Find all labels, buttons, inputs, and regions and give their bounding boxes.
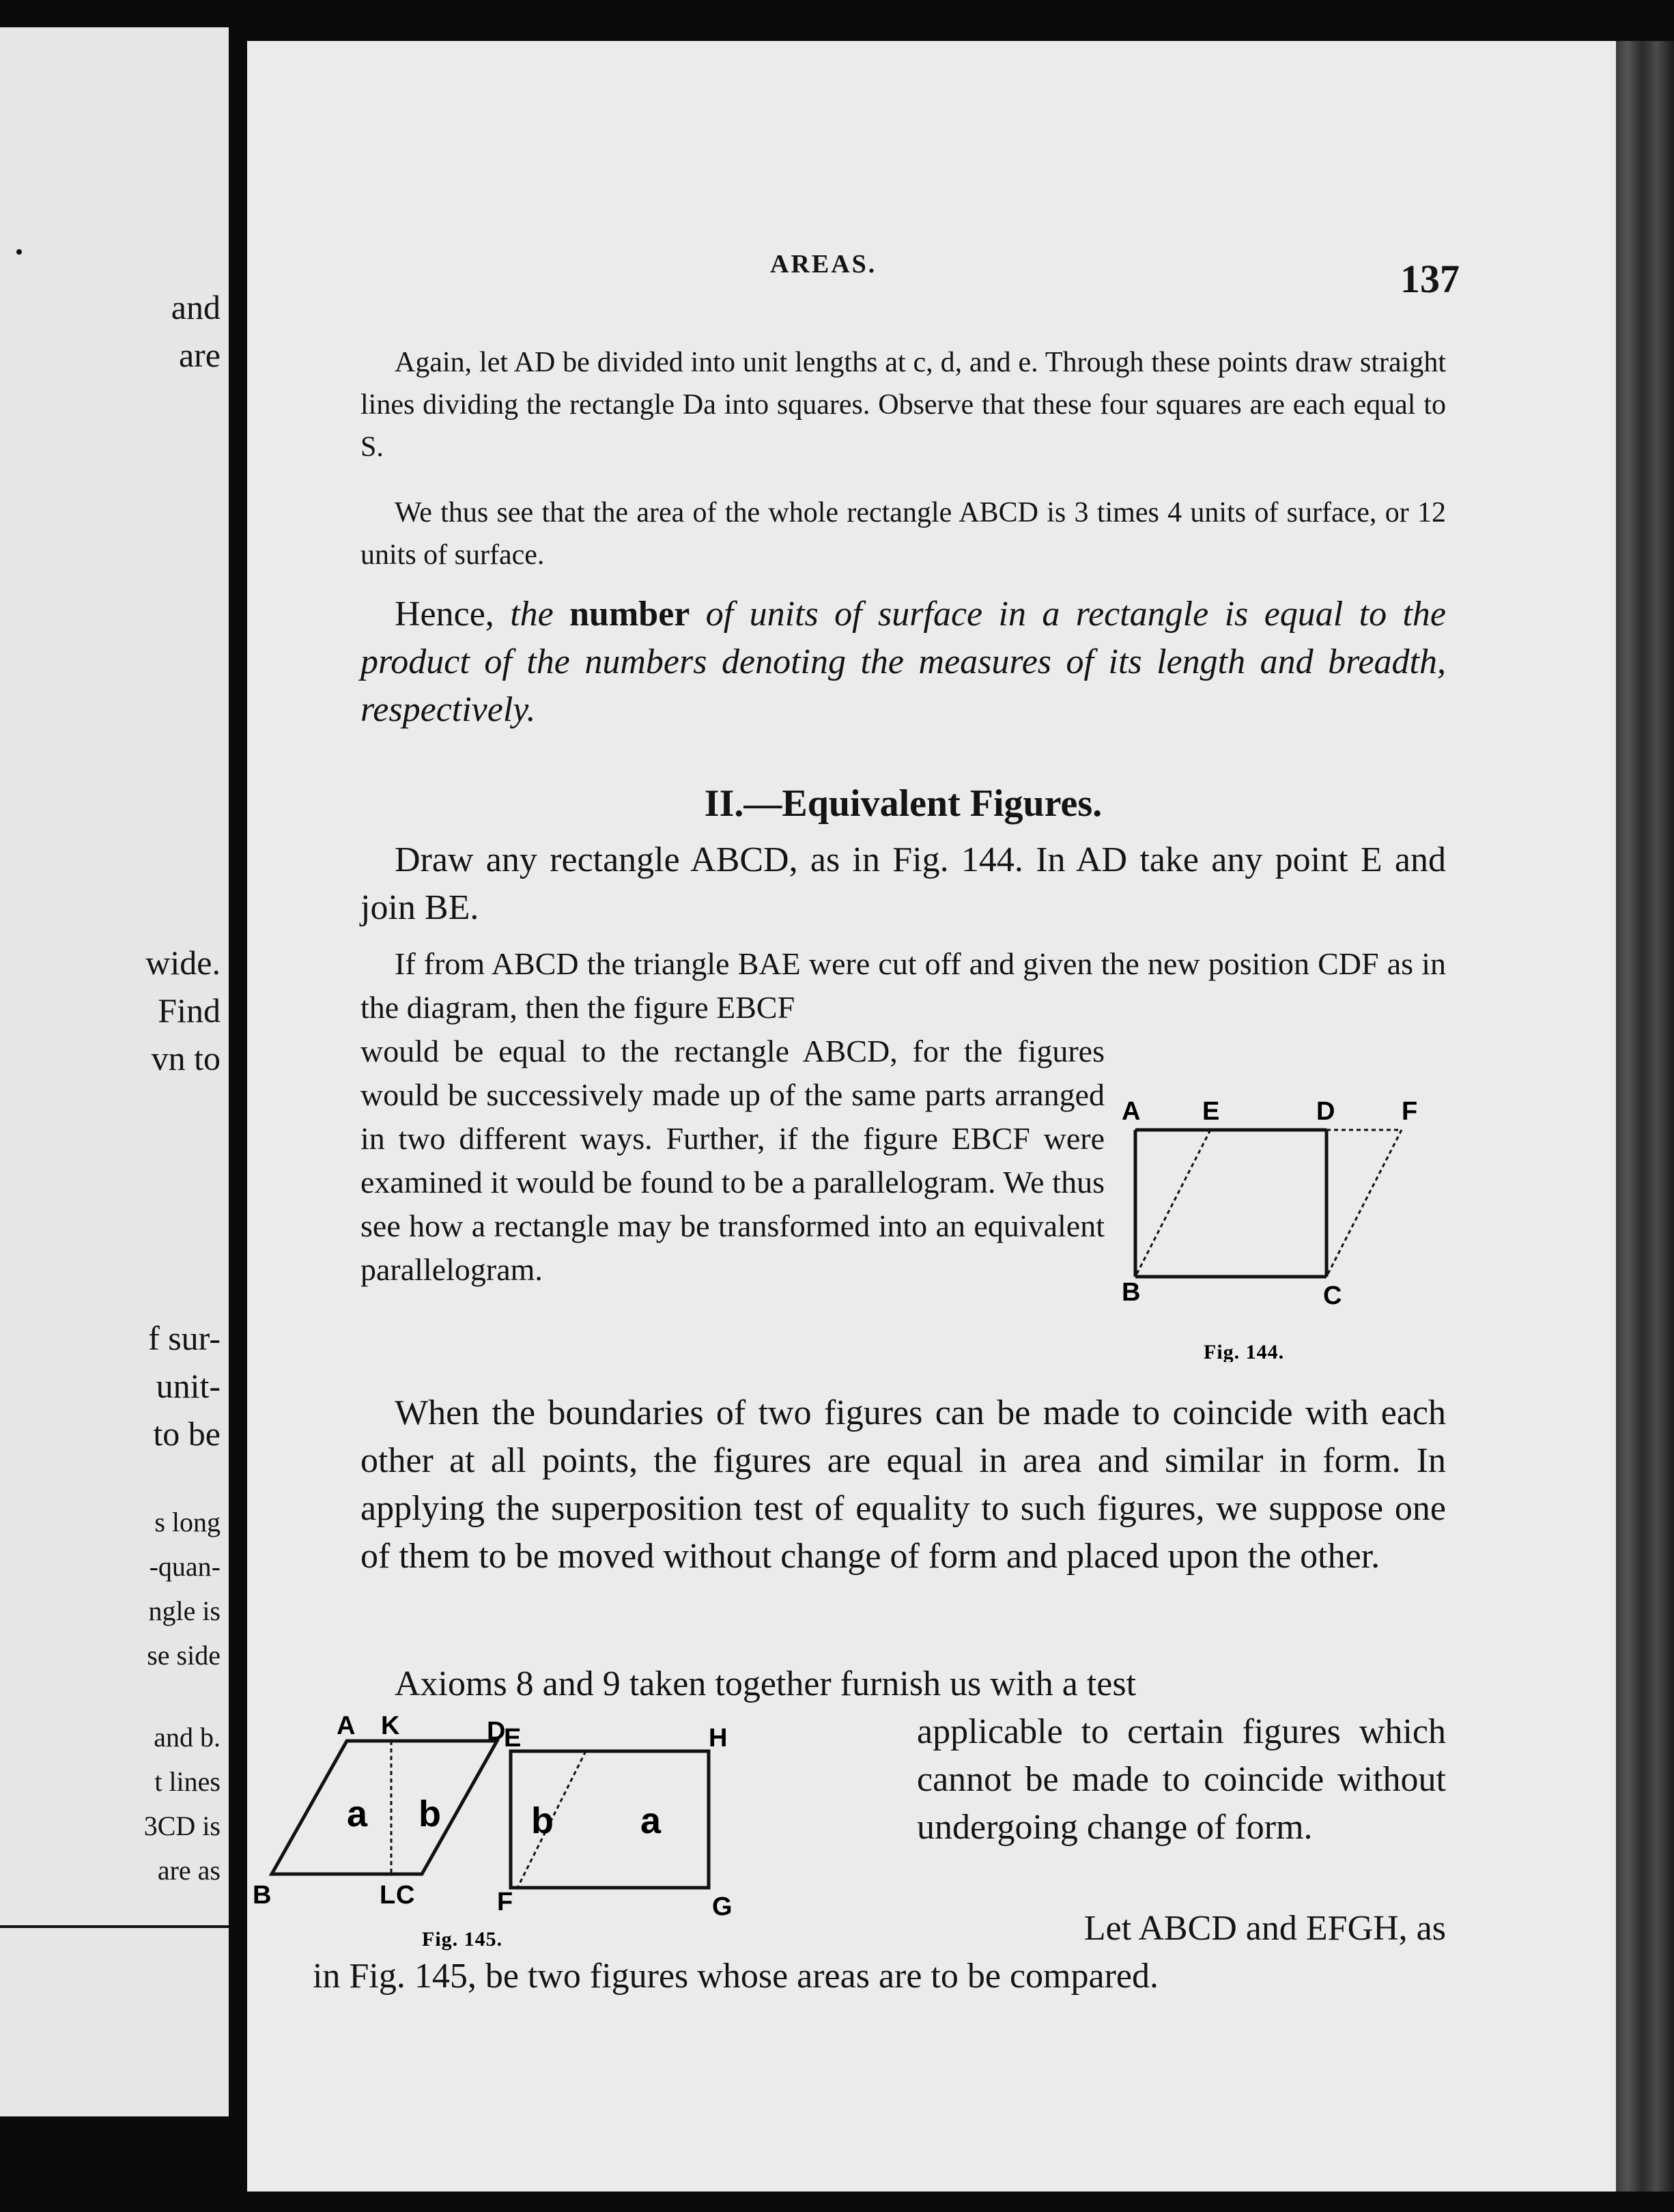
paragraph-triangle-wide: If from ABCD the triangle BAE were cut off and given the new position CDF as in the diagram, then the figure EBCF xyxy=(360,946,1446,1025)
left-page-fragment xyxy=(0,27,229,2116)
paragraph-rectangle-rule: Hence, the number of units of surface in a rectangle is equal to the product of the numbers denoting the measures of its length and breadth, respectively. xyxy=(360,595,1447,729)
paragraph-axioms-narrow: applicable to certain figures which cannot be made to coincide without undergoing change of form. xyxy=(917,1712,1446,1847)
page-number: 137 xyxy=(1400,257,1460,301)
fig145-label-c: C xyxy=(396,1881,415,1910)
fig144-label-e: E xyxy=(1202,1097,1220,1126)
fig144-label-a: A xyxy=(1122,1097,1141,1126)
fig144-line-be xyxy=(1135,1130,1210,1277)
fig145-part-b-right: b xyxy=(531,1800,554,1841)
left-page-line-5: f sur- xyxy=(148,1319,221,1357)
paragraph-boundaries: When the boundaries of two figures can be made to coincide with each other at all points, the figures are equal in area and similar in form. In applying the superposition test of equality to such figures, we suppose one of them to be moved without change of form and placed upon the other. xyxy=(360,1393,1446,1576)
fig145-label-h: H xyxy=(709,1724,728,1753)
book-page xyxy=(247,41,1616,2192)
fig144-caption: Fig. 144. xyxy=(1204,1341,1285,1362)
figure-145 xyxy=(217,1707,920,1959)
left-page-small-line-4: and b. xyxy=(154,1722,221,1753)
fig144-line-cf xyxy=(1327,1130,1402,1277)
paragraph-triangle-narrow: would be equal to the rectangle ABCD, for the figures would be successively made up of the same parts arranged in two different ways. Further, if the figure EBCF were examined it would be found to be a parallelogram. We thus see how a rectangle may be transformed into an equivalent parallelogram. xyxy=(360,1034,1105,1287)
fig144-label-f: F xyxy=(1402,1097,1418,1126)
left-page-small-line-6: 3CD is xyxy=(143,1811,221,1841)
fig145-label-l: L xyxy=(380,1881,396,1910)
paragraph-compare-wide: in Fig. 145, be two figures whose areas are to be compared. xyxy=(313,1957,1159,1996)
fig145-part-a-right: a xyxy=(640,1800,662,1841)
left-page-small-line-5: t lines xyxy=(154,1766,221,1797)
left-page-small-line-2: ngle is xyxy=(148,1596,221,1626)
left-page-line-7: to be xyxy=(153,1415,221,1453)
paragraph-unit-lengths: Again, let AD be divided into unit lengths at c, d, and e. Through these points draw straight lines dividing the rectangle Da into squares. Observe that these four squares are each equal to S. xyxy=(360,347,1446,463)
left-page-small-line-3: se side xyxy=(147,1640,221,1671)
paragraph-draw-rectangle: Draw any rectangle ABCD, as in Fig. 144. In AD take any point E and join BE. xyxy=(360,840,1446,927)
fig145-label-a: A xyxy=(337,1712,356,1740)
fig145-part-a-left: a xyxy=(347,1793,368,1834)
left-page-line-2: wide. xyxy=(145,944,221,982)
fig145-parallelogram-abcd xyxy=(272,1741,497,1874)
page-content xyxy=(253,41,1460,2192)
fig145-caption: Fig. 145. xyxy=(422,1928,503,1951)
figure-144-diagram xyxy=(1122,1089,1429,1362)
fig144-label-b: B xyxy=(1122,1278,1141,1307)
fig145-label-g: G xyxy=(712,1892,733,1921)
page-edge xyxy=(1616,41,1674,2192)
running-head: AREAS. xyxy=(770,250,877,279)
paragraph-whole-rectangle: We thus see that the area of the whole rectangle ABCD is 3 times 4 units of surface, or 12 units of surface. xyxy=(360,497,1446,571)
fig144-label-d: D xyxy=(1316,1097,1335,1126)
paragraph-compare-narrow: Let ABCD and EFGH, as xyxy=(1083,1909,1446,1948)
left-page-line-4: vn to xyxy=(151,1039,221,1077)
figure-145-diagram xyxy=(217,1707,920,1959)
fig145-label-b: B xyxy=(253,1881,272,1910)
left-page-small-line-7: are as xyxy=(157,1855,221,1886)
left-page-line-3: Find xyxy=(158,991,221,1030)
left-page-line-6: unit- xyxy=(156,1367,221,1405)
fig145-label-d: D xyxy=(487,1717,506,1746)
fig145-label-f: F xyxy=(497,1888,513,1916)
figure-144 xyxy=(1122,1089,1429,1362)
left-page-small-line-0: s long xyxy=(154,1507,221,1537)
section-title: II.—Equivalent Figures. xyxy=(704,782,1103,825)
fig145-part-b-left: b xyxy=(418,1793,441,1834)
left-page-small-line-1: -quan- xyxy=(149,1551,221,1582)
left-page-rule xyxy=(0,1925,229,1928)
ink-dot xyxy=(16,249,22,255)
fig145-label-k: K xyxy=(381,1712,400,1740)
left-page-line-1: are xyxy=(178,336,221,374)
fig145-label-e: E xyxy=(504,1724,522,1753)
left-page-line-0: and xyxy=(171,288,221,326)
fig144-label-c: C xyxy=(1323,1281,1342,1310)
paragraph-axioms-wide: Axioms 8 and 9 taken together furnish us with a test xyxy=(395,1664,1137,1703)
